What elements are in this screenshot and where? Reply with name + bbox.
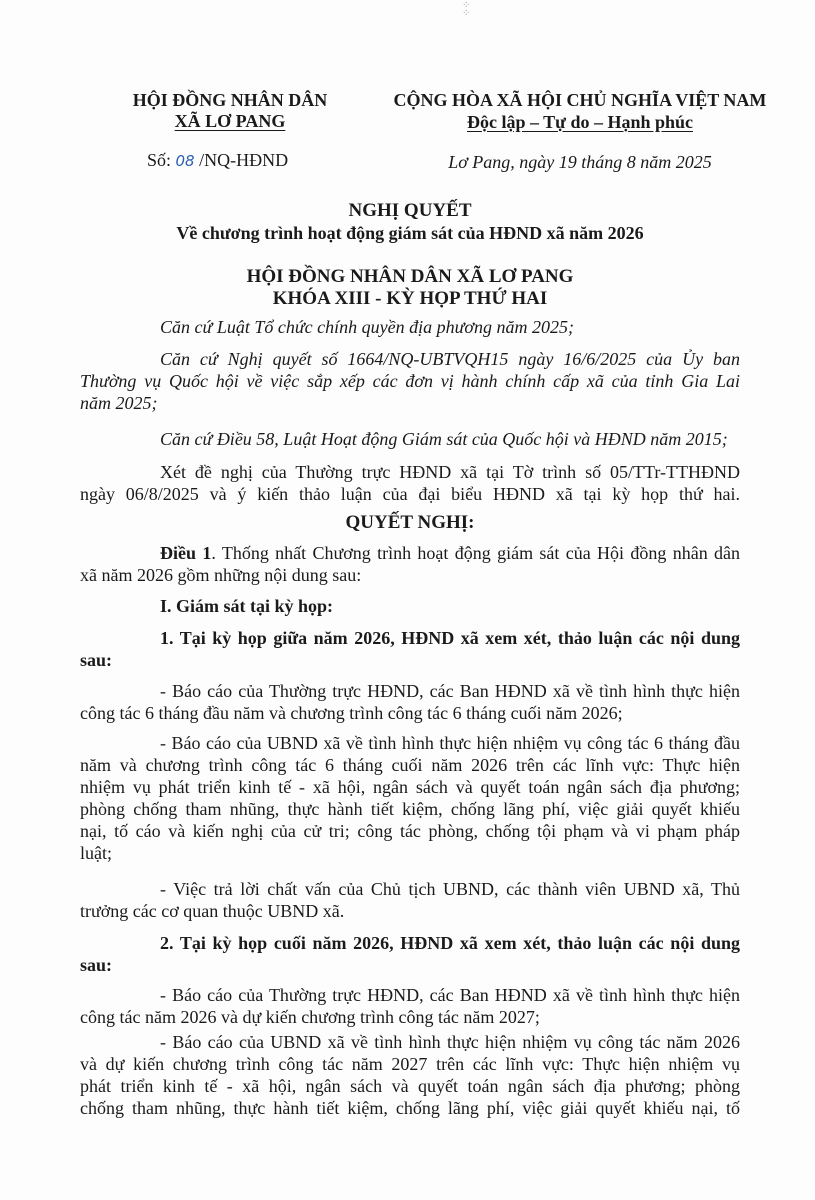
article-1-label: Điều 1 bbox=[160, 543, 212, 563]
item-1-bullet-2-line3: nhiệm vụ phát triển kinh tế - xã hội, ngân sách và quyết toán ngân sách địa phương; bbox=[80, 777, 740, 797]
item-2-bullet-1-line1: - Báo cáo của Thường trực HĐND, các Ban HĐND xã về tình hình thực hiện bbox=[160, 985, 740, 1005]
session-name: KHÓA XIII - KỲ HỌP THỨ HAI bbox=[272, 288, 548, 309]
item-2-bullet-2-line1: - Báo cáo của UBND xã về tình hình thực hiện nhiệm vụ công tác năm 2026 bbox=[160, 1032, 740, 1052]
place-date: Lơ Pang, ngày 19 tháng 8 năm 2025 bbox=[448, 152, 712, 172]
council-name: HỘI ĐỒNG NHÂN DÂN XÃ LƠ PANG bbox=[246, 266, 574, 287]
item-1-bullet-2-line6: luật; bbox=[80, 843, 112, 863]
item-1-bullet-2-line1: - Báo cáo của UBND xã về tình hình thực hiện nhiệm vụ công tác 6 tháng đầu bbox=[160, 733, 740, 753]
decision-heading: QUYẾT NGHỊ: bbox=[345, 512, 475, 533]
proposal-line1: Xét đề nghị của Thường trực HĐND xã tại Tờ trình số 05/TTr-TTHĐND bbox=[160, 462, 740, 482]
item-2-heading-line1: 2. Tại kỳ họp cuối năm 2026, HĐND xã xem xét, thảo luận các nội dung bbox=[160, 933, 740, 953]
motto bbox=[380, 112, 780, 133]
item-2-bullet-1-line2: công tác năm 2026 và dự kiến chương trình công tác năm 2027; bbox=[80, 1007, 540, 1027]
article-1-line1 bbox=[80, 542, 740, 564]
basis-2-line1: Căn cứ Nghị quyết số 1664/NQ-UBTVQH15 ngày 16/6/2025 của Ủy ban bbox=[160, 349, 740, 369]
motto-text: Độc lập – Tự do – Hạnh phúc bbox=[466, 112, 694, 132]
document-number bbox=[147, 150, 288, 171]
item-1-bullet-1-line1: - Báo cáo của Thường trực HĐND, các Ban HĐND xã về tình hình thực hiện bbox=[160, 681, 740, 701]
proposal-line2: ngày 06/8/2025 và ý kiến thảo luận của đại biểu HĐND xã tại kỳ họp thứ hai. bbox=[80, 484, 740, 504]
issuer-commune-text: XÃ LƠ PANG bbox=[174, 111, 286, 131]
basis-1: Căn cứ Luật Tổ chức chính quyền địa phương năm 2025; bbox=[160, 317, 575, 337]
issuer-commune bbox=[120, 111, 340, 132]
item-2-heading-line2: sau: bbox=[80, 955, 113, 975]
nation-title: CỘNG HÒA XÃ HỘI CHỦ NGHĨA VIỆT NAM bbox=[393, 90, 767, 110]
item-1-bullet-3-line1: - Việc trả lời chất vấn của Chủ tịch UBND, các thành viên UBND xã, Thủ bbox=[160, 879, 740, 899]
basis-3: Căn cứ Điều 58, Luật Hoạt động Giám sát của Quốc hội và HĐND năm 2015; bbox=[160, 429, 728, 449]
item-2-bullet-2-line2: và dự kiến chương trình công tác năm 2027 trên các lĩnh vực: Thực hiện nhiệm vụ bbox=[80, 1054, 740, 1074]
item-1-bullet-2-line2: năm và chương trình công tác 6 tháng cuối năm 2026 trên các lĩnh vực: Thực hiện bbox=[80, 755, 740, 775]
document-type: NGHỊ QUYẾT bbox=[348, 200, 472, 221]
item-1-heading-line2: sau: bbox=[80, 650, 113, 670]
number-prefix: Số: bbox=[147, 150, 172, 170]
item-2-bullet-2-line4: chống tham nhũng, thực hành tiết kiệm, chống lãng phí, việc giải quyết khiếu nại, tố bbox=[80, 1098, 740, 1118]
basis-2-line3: năm 2025; bbox=[80, 393, 158, 413]
number-suffix: /NQ-HĐND bbox=[199, 150, 289, 170]
item-2-bullet-2-line3: phát triển kinh tế - xã hội, ngân sách và quyết toán ngân sách địa phương; phòng bbox=[80, 1076, 740, 1096]
item-1-bullet-2-line5: nại, tố cáo và kiến nghị của cử tri; công tác phòng, chống tội phạm và vi phạm pháp bbox=[80, 821, 740, 841]
item-1-bullet-2-line4: phòng chống tham nhũng, thực hành tiết kiệm, chống lãng phí, việc giải quyết khiếu bbox=[80, 799, 740, 819]
basis-2-line2: Thường vụ Quốc hội về việc sắp xếp các đơn vị hành chính cấp xã của tỉnh Gia Lai bbox=[80, 371, 740, 391]
item-1-bullet-1-line2: công tác 6 tháng đầu năm và chương trình công tác 6 tháng cuối năm 2026; bbox=[80, 703, 623, 723]
section-1-heading: I. Giám sát tại kỳ họp: bbox=[160, 596, 334, 616]
article-1-text: . Thống nhất Chương trình hoạt động giám sát của Hội đồng nhân dân bbox=[211, 543, 741, 563]
number-handwritten: 08 bbox=[175, 152, 195, 170]
item-1-bullet-3-line2: trưởng các cơ quan thuộc UBND xã. bbox=[80, 901, 345, 921]
item-1-heading-line1: 1. Tại kỳ họp giữa năm 2026, HĐND xã xem xét, thảo luận các nội dung bbox=[160, 628, 740, 648]
scan-artifact: ⁘ ⁘ bbox=[462, 0, 471, 19]
document-subject: Về chương trình hoạt động giám sát của HĐND xã năm 2026 bbox=[176, 223, 644, 243]
article-1-line2: xã năm 2026 gồm những nội dung sau: bbox=[80, 565, 362, 585]
issuer-name: HỘI ĐỒNG NHÂN DÂN bbox=[132, 90, 328, 110]
